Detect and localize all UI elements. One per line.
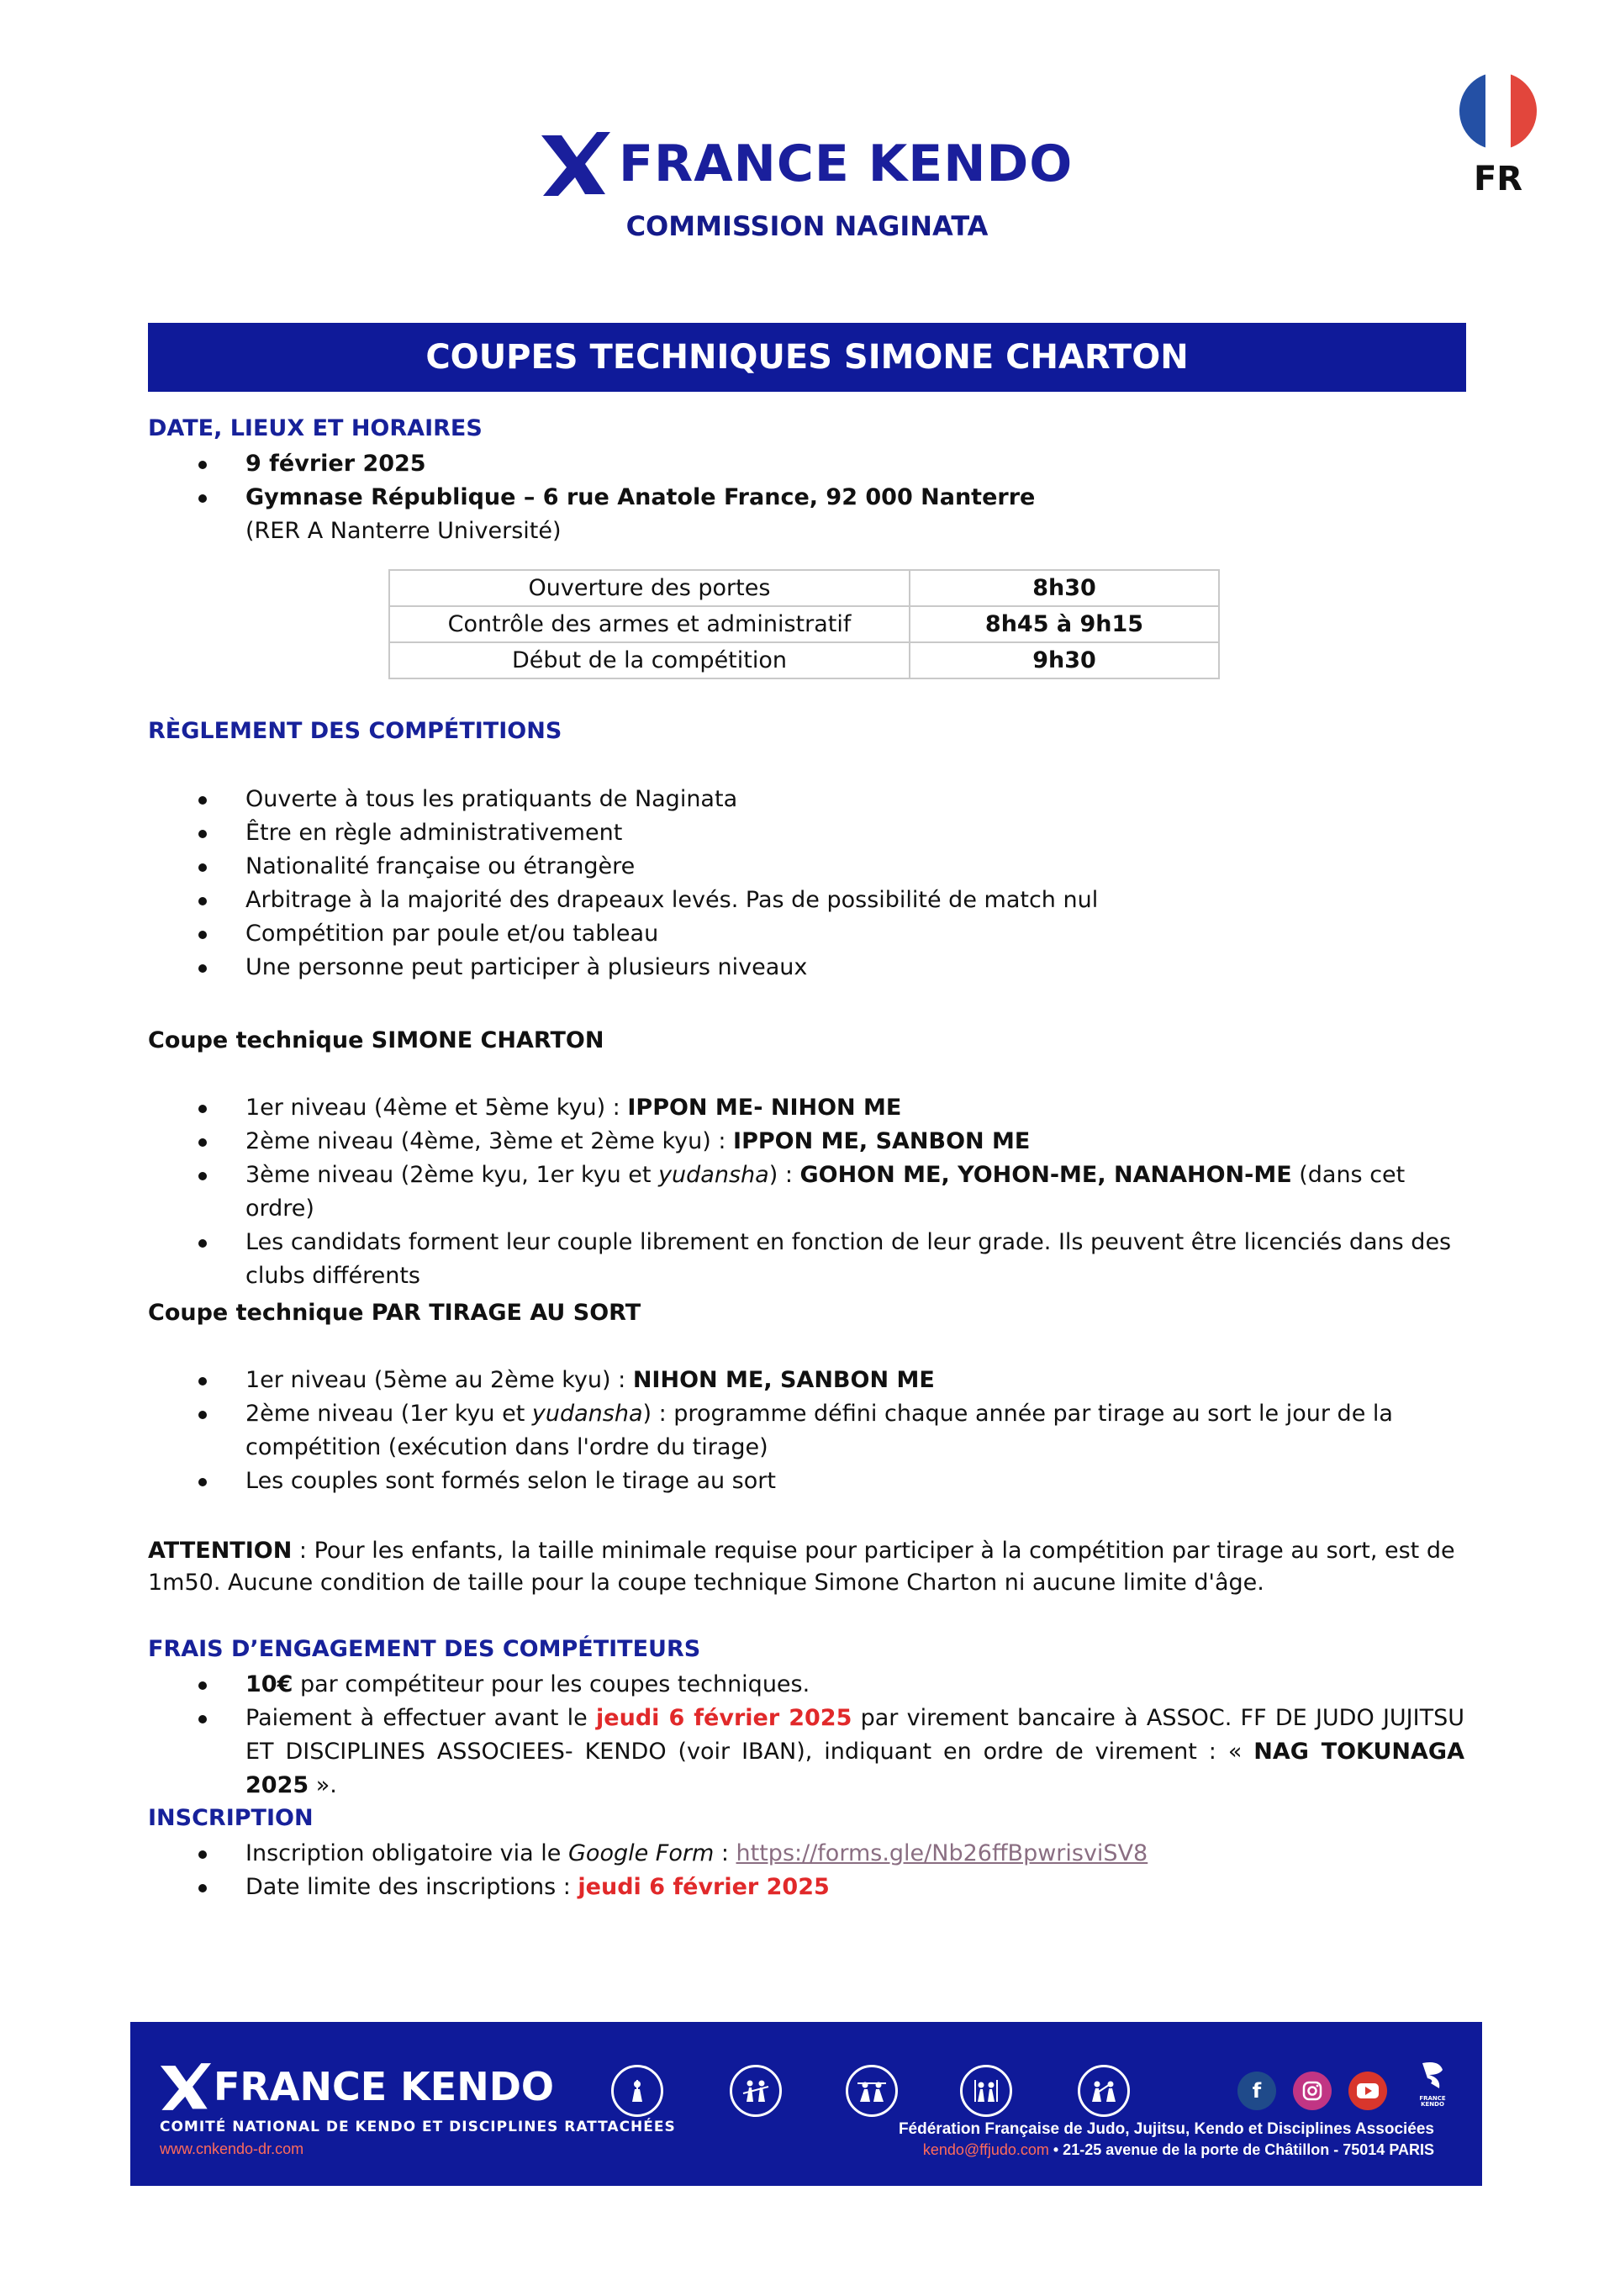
page-title-bar [148,323,1466,392]
kendo-x-logo-icon [538,130,614,198]
facebook-icon[interactable]: f [1237,2072,1276,2110]
tirage-heading: Coupe technique PAR TIRAGE AU SORT [148,1300,641,1326]
kendo-icon [611,2065,663,2117]
table-row: Contrôle des armes et administratif 8h45 à 9h15 [389,606,1219,642]
list-item: Date limite des inscriptions : jeudi 6 février 2025 [0,1871,1464,1904]
page-title: COUPES TECHNIQUES SIMONE CHARTON [425,338,1189,377]
list-item: Les candidats forment leur couple librement en fonction de leur grade. Ils peuvent être licenciés dans des clubs différents [0,1226,1464,1293]
list-item: 2ème niveau (1er kyu et yudansha) : programme défini chaque année par tirage au sort le jour de la compétition (exécution dans l'ordre du tirage) [0,1397,1464,1465]
footer-brand: FRANCE KENDO [214,2064,554,2109]
transport-note: (RER A Nanterre Université) [245,518,562,544]
list-item: 9 février 2025 [0,447,1464,481]
footer-website[interactable]: www.cnkendo-dr.com [160,2140,304,2157]
svg-text:FRANCE: FRANCE [1419,2095,1446,2102]
language-label: FR [1473,160,1523,198]
charton-list [0,1091,1464,1293]
french-flag-icon [1459,72,1537,150]
list-item: Une personne peut participer à plusieurs niveaux [0,951,1464,984]
jodo-icon [846,2065,898,2117]
fees-list [0,1668,1464,1802]
table-row: Ouverture des portes 8h30 [389,570,1219,606]
section-inscription-heading: INSCRIPTION [148,1805,314,1831]
list-item: Gymnase République – 6 rue Anatole France, 92 000 Nanterre [0,481,1464,515]
sport-chanbara-icon [1078,2065,1130,2117]
rules-list [0,783,1464,984]
list-item: Nationalité française ou étrangère [0,850,1464,884]
section-rules-heading: RÈGLEMENT DES COMPÉTITIONS [148,718,562,744]
instagram-icon[interactable] [1293,2072,1332,2110]
header-logo [538,126,1076,202]
list-item: Compétition par poule et/ou tableau [0,917,1464,951]
list-item: Les couples sont formés selon le tirage au sort [0,1465,1464,1498]
inscription-list [0,1837,1464,1904]
list-item: Être en règle administrativement [0,816,1464,850]
charton-heading: Coupe technique SIMONE CHARTON [148,1027,604,1053]
date-list [0,447,1464,515]
list-item: Inscription obligatoire via le Google Form : https://forms.gle/Nb26ffBpwrisviSV8 [0,1837,1464,1871]
google-form-link[interactable]: https://forms.gle/Nb26ffBpwrisviSV8 [736,1840,1148,1866]
list-item: 2ème niveau (4ème, 3ème et 2ème kyu) : IPPON ME, SANBON ME [0,1125,1464,1159]
list-item: 1er niveau (4ème et 5ème kyu) : IPPON ME- NIHON ME [0,1091,1464,1125]
footer-address: kendo@ffjudo.com • 21-25 avenue de la porte de Châtillon - 75014 PARIS [922,2141,1434,2158]
small-kendo-logo-icon [1414,2058,1451,2107]
svg-text:KENDO: KENDO [1421,2101,1444,2107]
list-item: Arbitrage à la majorité des drapeaux levés. Pas de possibilité de match nul [0,884,1464,917]
footer-logo [158,2061,554,2112]
footer-subtitle: COMITÉ NATIONAL DE KENDO ET DISCIPLINES RATTACHÉES [160,2119,676,2135]
list-item: Paiement à effectuer avant le jeudi 6 février 2025 par virement bancaire à ASSOC. FF DE JUDO JUJITSU ET DISCIPLINES ASSOCIEES- KENDO (voir IBAN), indiquant en ordre de virement : « NAG TOKUNAGA 2025 ». [0,1702,1464,1802]
commission-title: COMMISSION NAGINATA [625,210,989,242]
list-item: Ouverte à tous les pratiquants de Naginata [0,783,1464,816]
naginata-icon [960,2065,1012,2117]
footer-email[interactable]: kendo@ffjudo.com [922,2141,1049,2158]
brand-name: FRANCE KENDO [619,135,1074,193]
footer-federation: Fédération Française de Judo, Jujitsu, Kendo et Disciplines Associées [898,2120,1434,2138]
kendo-x-logo-icon [158,2061,214,2112]
schedule-table [388,569,1220,679]
section-date-heading: DATE, LIEUX ET HORAIRES [148,415,483,441]
list-item: 10€ par compétiteur pour les coupes techniques. [0,1668,1464,1702]
attention-note: ATTENTION : Pour les enfants, la taille minimale requise pour participer à la compétition par tirage au sort, est de 1m50. Aucune condition de taille pour la coupe technique Simone Charton ni aucune limite d'âge. [148,1538,1455,1596]
youtube-icon[interactable] [1348,2072,1387,2110]
list-item: 3ème niveau (2ème kyu, 1er kyu et yudansha) : GOHON ME, YOHON-ME, NANAHON-ME (dans cet ordre) [0,1159,1464,1226]
section-fees-heading: FRAIS D’ENGAGEMENT DES COMPÉTITEURS [148,1636,701,1662]
table-row: Début de la compétition 9h30 [389,642,1219,678]
tirage-list [0,1364,1464,1498]
list-item: 1er niveau (5ème au 2ème kyu) : NIHON ME, SANBON ME [0,1364,1464,1397]
iaido-icon [730,2065,782,2117]
